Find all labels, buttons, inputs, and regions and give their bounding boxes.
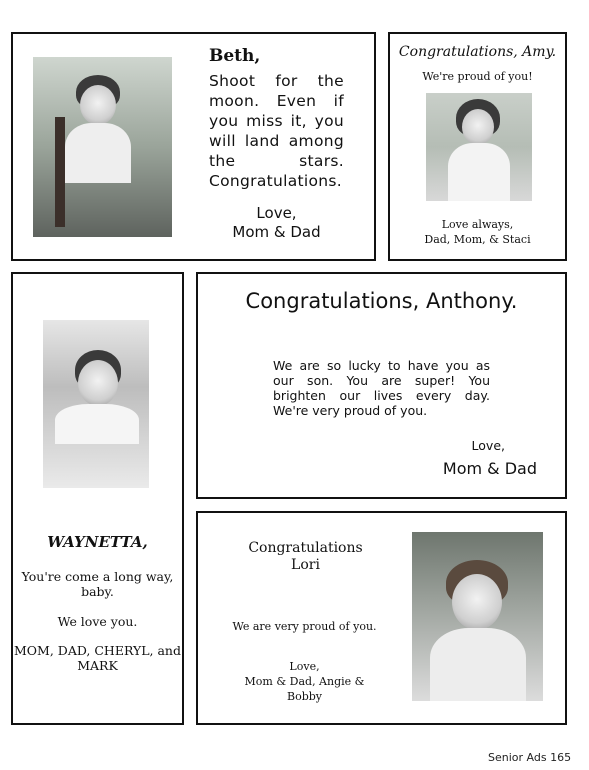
ad-message: We are very proud of you.: [232, 620, 377, 633]
title-line: Lori: [291, 557, 320, 573]
ad-title: [233, 540, 378, 574]
ad-anthony: [196, 272, 567, 499]
ad-signature: [390, 217, 565, 247]
ad-subtitle: We're proud of you!: [422, 70, 533, 83]
ad-message: We are so lucky to have you as our son. You are super! You brighten our lives every day. We're very proud of you.: [273, 358, 490, 418]
ad-amy: [388, 32, 567, 261]
ad-title: Congratulations, Amy.: [398, 44, 557, 60]
signature-line: Mom & Dad, Angie &: [244, 675, 365, 688]
ad-message: Shoot for the moon. Even if you miss it, you will land among the stars. Congratulations.: [209, 72, 344, 190]
signature-line: Mom & Dad: [442, 459, 537, 478]
ad-name: WAYNETTA,: [47, 533, 148, 551]
signature-line: Bobby: [286, 690, 322, 703]
ad-message: We love you.: [57, 614, 138, 629]
love-line: Love always,: [441, 218, 514, 231]
love-line: Love,: [471, 438, 505, 453]
ad-message: You're come a long way, baby.: [21, 569, 174, 599]
page-footer: Senior Ads 165: [488, 751, 572, 764]
baby-photo-waynetta: [43, 320, 149, 488]
ad-signature: [198, 659, 411, 704]
ad-title: Congratulations, Anthony.: [245, 289, 518, 313]
signature-line: Mom & Dad: [232, 223, 321, 241]
baby-photo-beth: [33, 57, 172, 237]
ad-signature: MOM, DAD, CHERYL, and MARK: [14, 643, 181, 673]
baby-photo-amy: [426, 93, 532, 201]
ad-lori: [196, 511, 567, 725]
ad-name: Beth,: [209, 46, 261, 66]
love-line: Love,: [289, 660, 320, 673]
title-line: Congratulations: [248, 540, 363, 556]
love-line: Love,: [256, 204, 297, 222]
signature-line: Dad, Mom, & Staci: [424, 233, 531, 246]
ad-waynetta: [11, 272, 184, 725]
ad-signature: [209, 204, 344, 242]
ad-beth: [11, 32, 376, 261]
baby-photo-lori: [412, 532, 543, 701]
